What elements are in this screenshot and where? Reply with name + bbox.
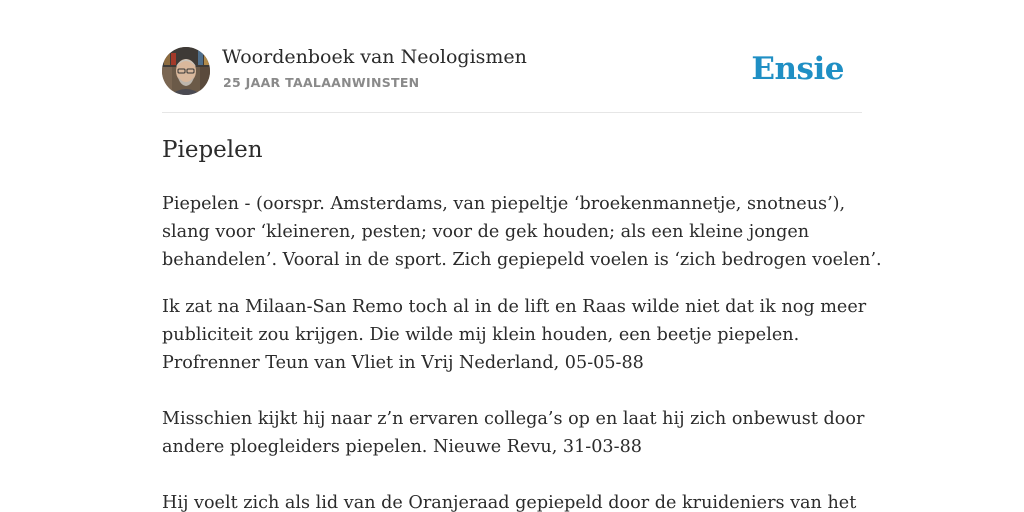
definition-line: behandelen’. Vooral in de sport. Zich gepiepeld voelen is ‘zich bedrogen voelen’. (162, 250, 882, 270)
quote-paragraph (162, 405, 872, 461)
quote-line: Ik zat na Milaan-San Remo toch al in de lift en Raas wilde niet dat ik nog meer (162, 297, 867, 317)
quote-line: andere ploegleiders piepelen. Nieuwe Revu, 31-03-88 (162, 437, 642, 457)
site-subtitle: 25 JAAR TAALAANWINSTEN (223, 75, 420, 90)
quote-paragraph (162, 293, 872, 377)
brand-logo[interactable]: Ensie (751, 51, 844, 87)
definition-line: slang voor ‘kleineren, pesten; voor de gek houden; als een kleine jongen (162, 222, 810, 242)
page-title: Piepelen (162, 137, 263, 163)
content-column (162, 0, 882, 512)
site-header (162, 0, 862, 113)
definition-line: Piepelen - (oorspr. Amsterdams, van piepeltje ‘broekenmannetje, snotneus’), (162, 194, 846, 214)
quote-paragraph (162, 489, 872, 512)
definition-paragraph (162, 190, 882, 274)
quote-source: Profrenner Teun van Vliet in Vrij Nederland, 05-05-88 (162, 353, 644, 373)
author-avatar[interactable] (162, 47, 210, 95)
site-name[interactable]: Woordenboek van Neologismen (222, 46, 527, 68)
quote-line: Misschien kijkt hij naar z’n ervaren collega’s op en laat hij zich onbewust door (162, 409, 865, 429)
quote-line: Hij voelt zich als lid van de Oranjeraad gepiepeld door de kruideniers van het (162, 493, 857, 512)
quote-line: publiciteit zou krijgen. Die wilde mij klein houden, een beetje piepelen. (162, 325, 800, 345)
